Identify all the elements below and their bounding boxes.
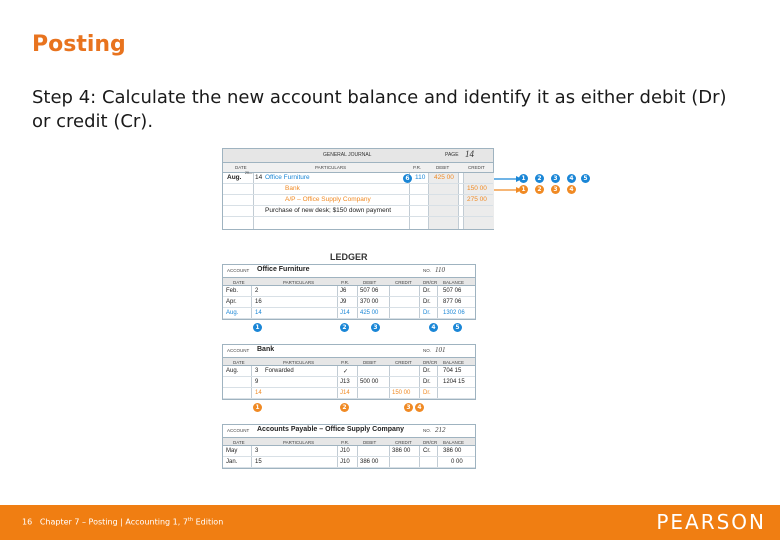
row-balance: 1302 06 xyxy=(443,310,465,316)
row-balance: 877 06 xyxy=(443,299,462,305)
col-date: DATE xyxy=(233,360,245,365)
footer-bar xyxy=(0,505,780,540)
ledger-row xyxy=(223,297,475,308)
ledger-column-headers xyxy=(223,357,475,366)
step-badge: 1 xyxy=(253,323,262,332)
journal-pr: 110 xyxy=(415,174,426,181)
ledger-row xyxy=(223,286,475,297)
ledger-row xyxy=(223,377,475,388)
account-name: Office Furniture xyxy=(257,266,310,273)
col-debit: DEBIT xyxy=(363,440,377,445)
account-number: 212 xyxy=(435,426,446,434)
journal-particulars: A/P – Office Supply Company xyxy=(285,196,371,203)
row-day: 14 xyxy=(255,310,262,316)
row-debit: 386 00 xyxy=(360,459,379,465)
step-badge: 2 xyxy=(340,403,349,412)
journal-debit: 425 00 xyxy=(434,174,454,181)
step-description: Step 4: Calculate the new account balance and identify it as either debit (Dr) or credit (Cr). xyxy=(32,87,727,132)
row-month: Jan. xyxy=(226,459,238,465)
row-debit: 370 00 xyxy=(360,299,379,305)
row-day: 3 xyxy=(255,448,259,454)
col-date: DATE xyxy=(233,440,245,445)
journal-row xyxy=(223,206,493,217)
col-credit: CREDIT xyxy=(395,440,412,445)
footer-caption: Chapter 7 – Posting | Accounting 1, 7 xyxy=(39,517,188,527)
col-date: DATE xyxy=(235,165,247,170)
journal-particulars: Office Furniture xyxy=(265,174,310,181)
col-date: DATE xyxy=(233,280,245,285)
col-debit: DEBIT xyxy=(363,280,377,285)
col-particulars: PARTICULARS xyxy=(283,280,315,285)
row-particulars: Forwarded xyxy=(265,368,294,374)
journal-page-label: PAGE xyxy=(445,152,459,158)
account-number: 101 xyxy=(435,346,446,354)
journal-date-day: 14 xyxy=(255,174,263,181)
row-pr: ✓ xyxy=(343,369,349,375)
slide-title: Posting xyxy=(32,32,126,57)
step-badge: 1 xyxy=(519,185,528,194)
step-badge: 2 xyxy=(535,185,544,194)
footer-text xyxy=(22,517,223,527)
ledger-row xyxy=(223,308,475,319)
page-number: 16 xyxy=(22,517,33,527)
row-balance: 386 00 xyxy=(443,448,462,454)
row-month: May xyxy=(226,448,238,454)
col-pr: P.R. xyxy=(341,280,350,285)
step-badge: 2 xyxy=(535,174,544,183)
journal-ledger-figure xyxy=(222,148,602,488)
general-journal xyxy=(222,148,494,230)
row-day: 15 xyxy=(255,459,262,465)
step-badge: 3 xyxy=(551,174,560,183)
col-debit: DEBIT xyxy=(436,165,450,170)
journal-page-number: 14 xyxy=(465,149,474,159)
col-pr: P.R. xyxy=(413,165,422,170)
ledger-account-bank xyxy=(222,344,476,400)
col-credit: CREDIT xyxy=(395,280,412,285)
col-particulars: PARTICULARS xyxy=(283,440,315,445)
row-debit: 425 00 xyxy=(360,310,379,316)
row-balance: 704 15 xyxy=(443,368,462,374)
pearson-logo: PEARSON xyxy=(656,510,766,534)
col-particulars: PARTICULARS xyxy=(315,165,347,170)
row-pr: J14 xyxy=(340,390,350,396)
journal-heading: GENERAL JOURNAL xyxy=(323,152,372,158)
step-badge: 3 xyxy=(371,323,380,332)
ledger-heading: LEDGER xyxy=(330,252,368,262)
row-pr: J13 xyxy=(340,379,350,385)
row-pr: J14 xyxy=(340,310,350,316)
col-drcr: DR/CR xyxy=(423,440,438,445)
journal-row xyxy=(223,173,493,184)
ledger-column-headers xyxy=(223,437,475,446)
step-badge: 5 xyxy=(581,174,590,183)
account-no-label: NO. xyxy=(423,268,432,273)
row-drcr: Cr. xyxy=(423,448,431,454)
row-month: Aug. xyxy=(226,310,239,316)
row-drcr: Dr. xyxy=(423,379,431,385)
row-pr: J10 xyxy=(340,448,350,454)
ledger-column-headers xyxy=(223,277,475,286)
row-month: Aug. xyxy=(226,368,239,374)
account-name: Bank xyxy=(257,346,275,353)
journal-header xyxy=(223,149,493,163)
step-badge: 2 xyxy=(340,323,349,332)
step-badge: 1 xyxy=(519,174,528,183)
journal-row xyxy=(223,195,493,206)
ledger-row xyxy=(223,446,475,457)
row-day: 14 xyxy=(255,390,262,396)
journal-explanation: Purchase of new desk; $150 down payment xyxy=(265,207,392,214)
row-drcr: Dr. xyxy=(423,288,431,294)
row-credit: 150 00 xyxy=(392,390,411,396)
account-number: 110 xyxy=(435,266,445,274)
journal-column-headers xyxy=(223,163,493,173)
row-drcr: Dr. xyxy=(423,368,431,374)
step-badge: 4 xyxy=(567,174,576,183)
row-pr: J10 xyxy=(340,459,350,465)
row-drcr: Dr. xyxy=(423,299,431,305)
col-credit: CREDIT xyxy=(468,165,485,170)
ledger-account-office-furniture xyxy=(222,264,476,320)
ledger-row xyxy=(223,388,475,399)
col-pr: P.R. xyxy=(341,440,350,445)
row-month: Apr. xyxy=(226,299,237,305)
step-badge: 1 xyxy=(253,403,262,412)
step-badge: 3 xyxy=(404,403,413,412)
row-pr: J6 xyxy=(340,288,347,294)
footer-edition: Edition xyxy=(193,517,224,527)
row-month: Feb. xyxy=(226,288,239,294)
row-credit: 386 00 xyxy=(392,448,411,454)
step-badge: 4 xyxy=(415,403,424,412)
row-debit: 507 06 xyxy=(360,288,379,294)
account-name: Accounts Payable – Office Supply Company xyxy=(257,426,405,433)
col-drcr: DR/CR xyxy=(423,360,438,365)
journal-year: 20— xyxy=(245,171,253,175)
ledger-account-accounts-payable xyxy=(222,424,476,469)
journal-date-month: Aug. xyxy=(227,174,242,181)
row-day: 9 xyxy=(255,379,259,385)
step-badge: 4 xyxy=(429,323,438,332)
step-badge: 5 xyxy=(453,323,462,332)
ledger-row xyxy=(223,366,475,377)
col-balance: BALANCE xyxy=(443,440,465,445)
col-drcr: DR/CR xyxy=(423,280,438,285)
row-debit: 500 00 xyxy=(360,379,379,385)
step-badge: 3 xyxy=(551,185,560,194)
journal-credit: 275 00 xyxy=(467,196,487,203)
footer-edition-sup: th xyxy=(187,517,194,523)
row-day: 3 xyxy=(255,368,259,374)
row-drcr: Dr. xyxy=(423,310,431,316)
step-badge: 6 xyxy=(403,174,412,183)
row-drcr: Dr. xyxy=(423,390,431,396)
account-no-label: NO. xyxy=(423,348,432,353)
col-particulars: PARTICULARS xyxy=(283,360,315,365)
account-label: ACCOUNT xyxy=(227,428,250,433)
journal-credit: 150 00 xyxy=(467,185,487,192)
col-credit: CREDIT xyxy=(395,360,412,365)
row-day: 2 xyxy=(255,288,259,294)
journal-row xyxy=(223,184,493,195)
row-balance: 507 06 xyxy=(443,288,462,294)
col-balance: BALANCE xyxy=(443,360,465,365)
row-balance: 0 00 xyxy=(451,459,463,465)
row-day: 16 xyxy=(255,299,262,305)
row-balance: 1204 15 xyxy=(443,379,465,385)
step-badge: 4 xyxy=(567,185,576,194)
account-no-label: NO. xyxy=(423,428,432,433)
account-label: ACCOUNT xyxy=(227,348,250,353)
row-pr: J9 xyxy=(340,299,347,305)
col-pr: P.R. xyxy=(341,360,350,365)
col-balance: BALANCE xyxy=(443,280,465,285)
col-debit: DEBIT xyxy=(363,360,377,365)
account-label: ACCOUNT xyxy=(227,268,250,273)
journal-particulars: Bank xyxy=(285,185,300,192)
ledger-row xyxy=(223,457,475,468)
